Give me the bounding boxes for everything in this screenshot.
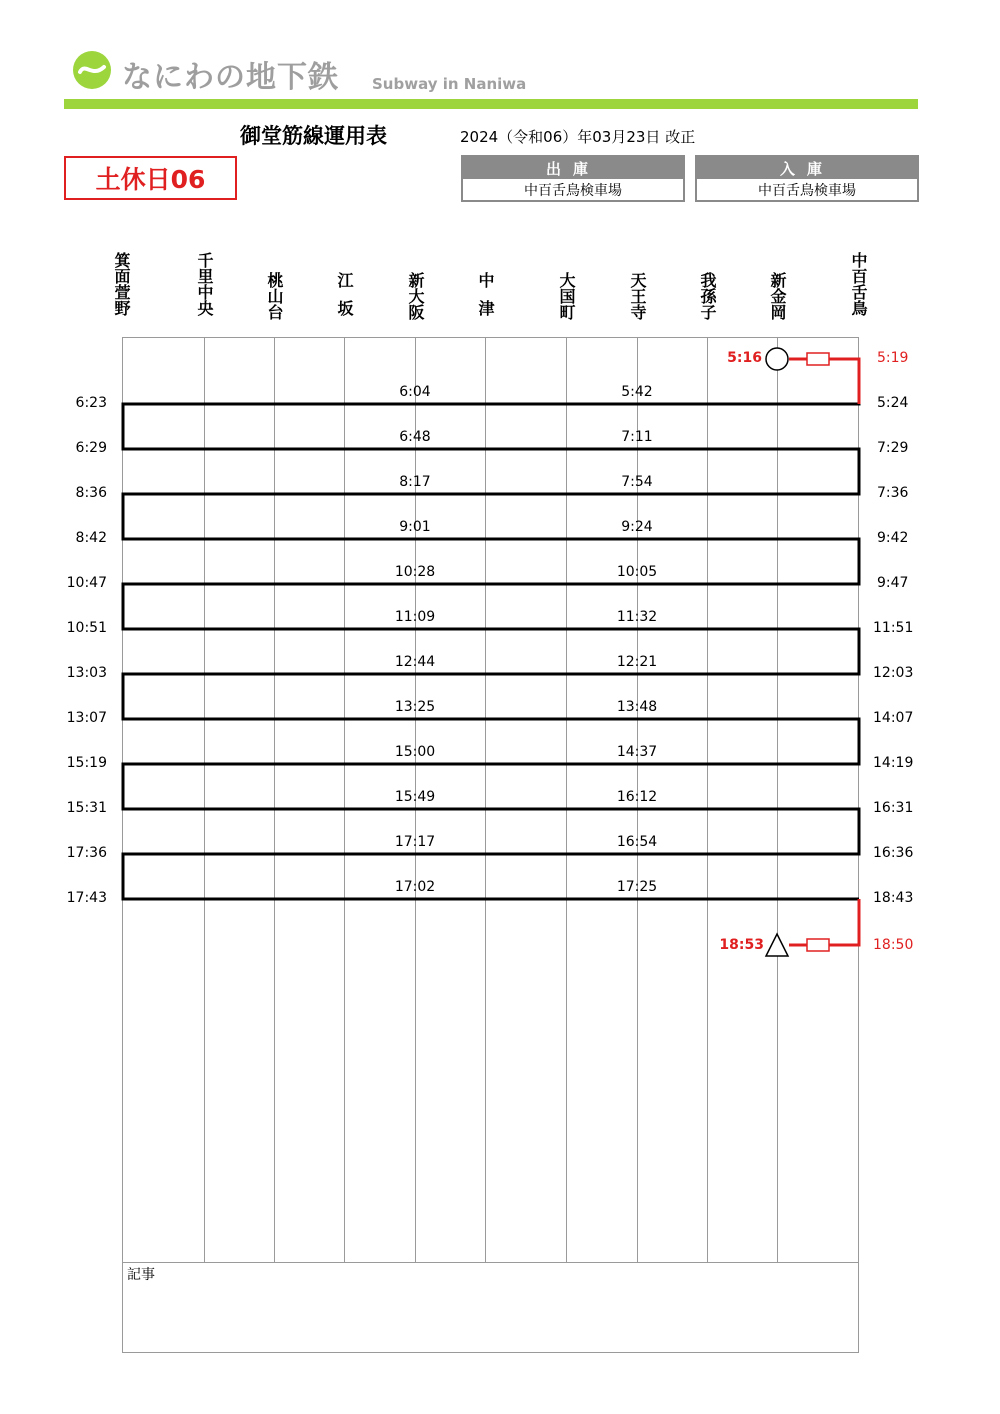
time-left: 13:03	[66, 665, 107, 681]
time-right: 7:36	[877, 485, 909, 501]
station-nakamozu: 中百舌鳥	[849, 252, 868, 316]
station-abiko: 我孫子	[698, 272, 717, 320]
time-tennoji: 12:21	[616, 654, 658, 670]
time-shin-osaka: 17:17	[394, 834, 436, 850]
station-esaka: 江坂	[335, 272, 354, 328]
page-title: 御堂筋線運用表	[240, 124, 387, 148]
depot-in-value: 中百舌鳥検車場	[758, 182, 856, 199]
time-right: 16:36	[873, 845, 914, 861]
time-right: 16:31	[873, 800, 914, 816]
time-shin-osaka: 8:17	[399, 474, 431, 490]
depot-in-arrive-time: 18:53	[719, 937, 764, 953]
time-right: 18:43	[873, 890, 914, 906]
day-code-label: 土休日06	[95, 165, 206, 194]
depot-out-depart-time: 5:16	[727, 350, 762, 366]
station-shin-osaka: 新大阪	[406, 272, 425, 320]
time-left: 10:51	[66, 620, 107, 636]
station-momoyamadai: 桃山台	[265, 272, 284, 320]
time-left: 15:19	[66, 755, 107, 771]
station-minoh-kayano: 箕面萱野	[112, 252, 131, 316]
time-right: 14:19	[873, 755, 914, 771]
time-left: 17:36	[66, 845, 107, 861]
grid-line	[274, 337, 275, 1262]
grid-line	[204, 337, 205, 1262]
time-right: 11:51	[873, 620, 914, 636]
time-tennoji: 7:54	[621, 474, 653, 490]
time-tennoji: 16:54	[616, 834, 658, 850]
station-senri-chuo: 千里中央	[195, 252, 214, 316]
time-shin-osaka: 15:00	[394, 744, 436, 760]
time-tennoji: 10:05	[616, 564, 658, 580]
time-tennoji: 17:25	[616, 879, 658, 895]
grid-line	[777, 337, 778, 1262]
time-left: 17:43	[66, 890, 107, 906]
logo-icon	[72, 50, 112, 90]
time-tennoji: 16:12	[616, 789, 658, 805]
depot-out-value: 中百舌鳥検車場	[524, 182, 622, 199]
day-code-badge	[64, 156, 237, 200]
depot-in-label: 入庫	[697, 157, 917, 179]
depot-in-depart-time: 18:50	[873, 937, 914, 953]
time-right: 14:07	[873, 710, 914, 726]
time-tennoji: 14:37	[616, 744, 658, 760]
time-tennoji: 13:48	[616, 699, 658, 715]
time-right: 5:24	[877, 395, 909, 411]
grid-line	[485, 337, 486, 1262]
time-shin-osaka: 15:49	[394, 789, 436, 805]
time-shin-osaka: 6:04	[399, 384, 431, 400]
grid-line	[566, 337, 567, 1262]
diagram-frame	[122, 337, 859, 1353]
station-nakatsu: 中津	[476, 272, 495, 328]
time-shin-osaka: 10:28	[394, 564, 436, 580]
time-shin-osaka: 13:25	[394, 699, 436, 715]
revision-date: 2024（令和06）年03月23日 改正	[460, 128, 696, 146]
time-shin-osaka: 6:48	[399, 429, 431, 445]
station-daikokucho: 大国町	[557, 272, 576, 320]
time-left: 6:23	[75, 395, 107, 411]
grid-line	[344, 337, 345, 1262]
depot-out-label: 出庫	[463, 157, 683, 179]
logo-text: なにわの地下鉄	[122, 60, 339, 95]
time-right: 7:29	[877, 440, 909, 456]
time-left: 8:36	[75, 485, 107, 501]
logo-subtitle: Subway in Naniwa	[372, 75, 527, 93]
time-tennoji: 7:11	[621, 429, 653, 445]
time-left: 8:42	[75, 530, 107, 546]
time-left: 15:31	[66, 800, 107, 816]
time-right: 9:47	[877, 575, 909, 591]
memo-divider	[122, 1262, 859, 1263]
time-shin-osaka: 11:09	[394, 609, 436, 625]
time-shin-osaka: 9:01	[399, 519, 431, 535]
memo-label: 記事	[127, 1267, 155, 1283]
time-tennoji: 9:24	[621, 519, 653, 535]
time-shin-osaka: 12:44	[394, 654, 436, 670]
time-left: 6:29	[75, 440, 107, 456]
time-tennoji: 5:42	[621, 384, 653, 400]
station-shinkanaoka: 新金岡	[768, 272, 787, 320]
time-tennoji: 11:32	[616, 609, 658, 625]
depot-in-box	[695, 155, 919, 202]
depot-out-arrive-time: 5:19	[877, 350, 909, 366]
time-shin-osaka: 17:02	[394, 879, 436, 895]
depot-out-box	[461, 155, 685, 202]
time-right: 9:42	[877, 530, 909, 546]
time-left: 10:47	[66, 575, 107, 591]
grid-line	[707, 337, 708, 1262]
station-tennoji: 天王寺	[628, 272, 647, 320]
time-left: 13:07	[66, 710, 107, 726]
time-right: 12:03	[873, 665, 914, 681]
header-divider	[64, 99, 918, 109]
